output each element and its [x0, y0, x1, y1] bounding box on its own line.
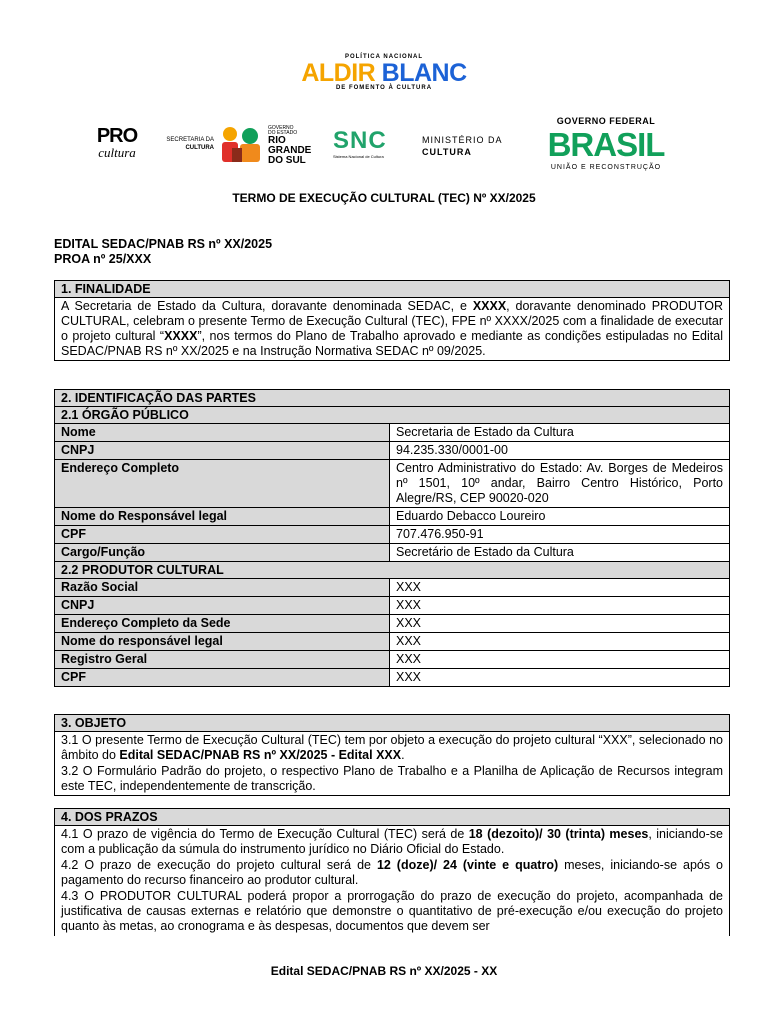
table-row [55, 597, 729, 615]
text-run: 4.1 O prazo de vigência do Termo de Execução Cultural (TEC) será de [61, 827, 469, 841]
secretaria-line: CULTURA [185, 145, 214, 151]
document-title: TERMO DE EXECUÇÃO CULTURAL (TEC) Nº XX/2025 [232, 191, 536, 205]
subsection-header-produtor: 2.2 PRODUTOR CULTURAL [55, 561, 729, 579]
text-run: . [401, 748, 405, 762]
section-objeto [54, 714, 730, 796]
rgs-logo-text [268, 126, 316, 166]
subsection-header-orgao: 2.1 ÓRGÃO PÚBLICO [55, 407, 729, 424]
section-identificacao [54, 389, 730, 687]
rgs-small-line: GOVERNO [268, 125, 294, 131]
rgs-small-line: DO ESTADO [268, 130, 298, 136]
field-value: XXX [390, 651, 730, 669]
text-run-bold: XXXX [164, 329, 198, 343]
table-row [55, 579, 729, 597]
ministerio-cultura-logo-text [422, 134, 518, 158]
aldir-blanc-name-part: BLANC [381, 59, 467, 87]
field-value: XXX [390, 615, 730, 633]
produtor-table [55, 579, 729, 686]
field-label: Cargo/Função [55, 544, 390, 562]
field-value: XXX [390, 579, 730, 597]
section-header: 2. IDENTIFICAÇÃO DAS PARTES [55, 390, 729, 407]
prazos-4-1 [55, 826, 729, 858]
aldir-blanc-name [0, 61, 768, 85]
field-value: 94.235.330/0001-00 [390, 442, 730, 460]
field-label: Razão Social [55, 579, 390, 597]
snc-caption: Sistema Nacional de Cultura [333, 154, 384, 159]
table-row [55, 615, 729, 633]
text-run: 4.2 O prazo de execução do projeto cultural será de [61, 858, 377, 872]
table-row [55, 508, 729, 526]
field-value: XXX [390, 669, 730, 687]
pro-cultura-pro: PRO [96, 125, 138, 147]
field-label: CNPJ [55, 442, 390, 460]
table-row [55, 544, 729, 562]
text-run: 3.1 O presente Termo de Execução Cultural (TEC) tem por objeto a execução do projeto cultural “XXX”, selecionado no âmbito do [61, 733, 723, 762]
prazos-4-2 [55, 858, 729, 889]
rgs-big-line: RIO [268, 135, 286, 146]
field-value: Centro Administrativo do Estado: Av. Borges de Medeiros nº 1501, 10º andar, Bairro Centro Histórico, Porto Alegre/RS, CEP 90020-020 [390, 460, 730, 508]
field-label: Nome do responsável legal [55, 633, 390, 651]
text-run-bold: 12 (doze)/ 24 (vinte e quatro) [376, 858, 559, 872]
field-value: XXX [390, 633, 730, 651]
pro-cultura-logo [90, 126, 144, 160]
table-row [55, 669, 729, 687]
field-value: 707.476.950-91 [390, 526, 730, 544]
governo-federal-bottom: UNIÃO E RECONSTRUÇÃO [550, 164, 662, 171]
table-row [55, 460, 729, 508]
table-row [55, 424, 729, 442]
text-run: A Secretaria de Estado da Cultura, doravante denominada SEDAC, e [61, 299, 473, 313]
aldir-blanc-name-part: ALDIR [301, 59, 376, 87]
text-run: , iniciando-se com a publicação da súmula do instrumento jurídico no Diário Oficial do Estado. [61, 827, 723, 856]
field-label: Endereço Completo da Sede [55, 615, 390, 633]
section-header: 4. DOS PRAZOS [55, 809, 729, 826]
section-finalidade [54, 280, 730, 361]
field-label: Registro Geral [55, 651, 390, 669]
text-run: , doravante denominado PRODUTOR CULTURAL, celebram o presente Termo de Execução Cultural (TEC), FPE nº XXXX/2025 com a finalidade de executar o projeto cultural “ [61, 299, 723, 343]
field-value: Secretário de Estado da Cultura [390, 544, 730, 562]
section-header: 1. FINALIDADE [55, 281, 729, 298]
partner-logos-row [0, 116, 768, 184]
field-label: CPF [55, 669, 390, 687]
field-value: XXX [390, 597, 730, 615]
table-row [55, 442, 729, 460]
ministerio-line: MINISTÉRIO DA [422, 135, 503, 145]
rgs-big-line: GRANDE [268, 145, 312, 156]
field-value: Eduardo Debacco Loureiro [390, 508, 730, 526]
objeto-3-1 [55, 732, 729, 764]
governo-federal-logo [536, 116, 676, 172]
rgs-emblem-icon [218, 124, 266, 164]
aldir-blanc-logo [0, 54, 768, 92]
rgs-big-line: DO SUL [268, 155, 306, 166]
field-label: CPF [55, 526, 390, 544]
aldir-blanc-top-text: POLÍTICA NACIONAL [344, 54, 424, 60]
prazos-4-3: 4.3 O PRODUTOR CULTURAL poderá propor a prorrogação do prazo de execução do projeto, acompanhada de justificativa de causas externas e relatório que demonstre o quantitativo de pré-execução e/ou execução do projeto quanto às metas, ao cronograma e às despesas, documentos que devem ser [61, 889, 723, 933]
text-run-bold: XXXX [472, 299, 507, 313]
section-header: 3. OBJETO [55, 715, 729, 732]
table-row [55, 526, 729, 544]
proa-line: PROA nº 25/XXX [54, 252, 152, 266]
field-label: Nome [55, 424, 390, 442]
edital-line: EDITAL SEDAC/PNAB RS nº XX/2025 [54, 237, 273, 251]
ministerio-line: CULTURA [422, 147, 472, 157]
governo-federal-top: GOVERNO FEDERAL [556, 116, 656, 126]
section-prazos [54, 808, 730, 936]
secretaria-line: SECRETARIA DA [166, 137, 214, 143]
snc-logo [333, 128, 405, 160]
text-run-bold: 18 (dezoito)/ 30 (trinta) meses [468, 827, 649, 841]
edital-block [54, 237, 272, 267]
field-label: CNPJ [55, 597, 390, 615]
objeto-3-2: 3.2 O Formulário Padrão do projeto, o respectivo Plano de Trabalho e a Planilha de Aplicação de Recursos integram este TEC, independentemente de transcrição. [61, 764, 723, 793]
aldir-blanc-bottom-text: DE FOMENTO À CULTURA [335, 85, 433, 91]
brasil-wordmark [536, 127, 676, 163]
table-row [55, 633, 729, 651]
brasil-wordmark-text: BRASIL [547, 126, 665, 163]
table-row [55, 651, 729, 669]
text-run: ”, nos termos do Plano de Trabalho aprovado e mediante as condições estipuladas no Edital SEDAC/PNAB RS nº XX/2025 e na Instrução Normativa SEDAC nº 09/2025. [61, 329, 723, 358]
field-label: Nome do Responsável legal [55, 508, 390, 526]
orgao-table [55, 424, 729, 561]
text-run-bold: Edital SEDAC/PNAB RS nº XX/2025 - Edital XXX [119, 748, 402, 762]
finalidade-text [55, 298, 729, 360]
field-value: Secretaria de Estado da Cultura [390, 424, 730, 442]
text-run: meses, iniciando-se após o pagamento do recurso financeiro ao produtor cultural. [61, 858, 724, 887]
secretaria-cultura-logo-text [162, 136, 214, 152]
pro-cultura-cultura: cultura [98, 145, 136, 160]
snc-mark: SNC [333, 127, 387, 154]
page-footer: Edital SEDAC/PNAB RS nº XX/2025 - XX [270, 964, 498, 978]
field-label: Endereço Completo [55, 460, 390, 508]
